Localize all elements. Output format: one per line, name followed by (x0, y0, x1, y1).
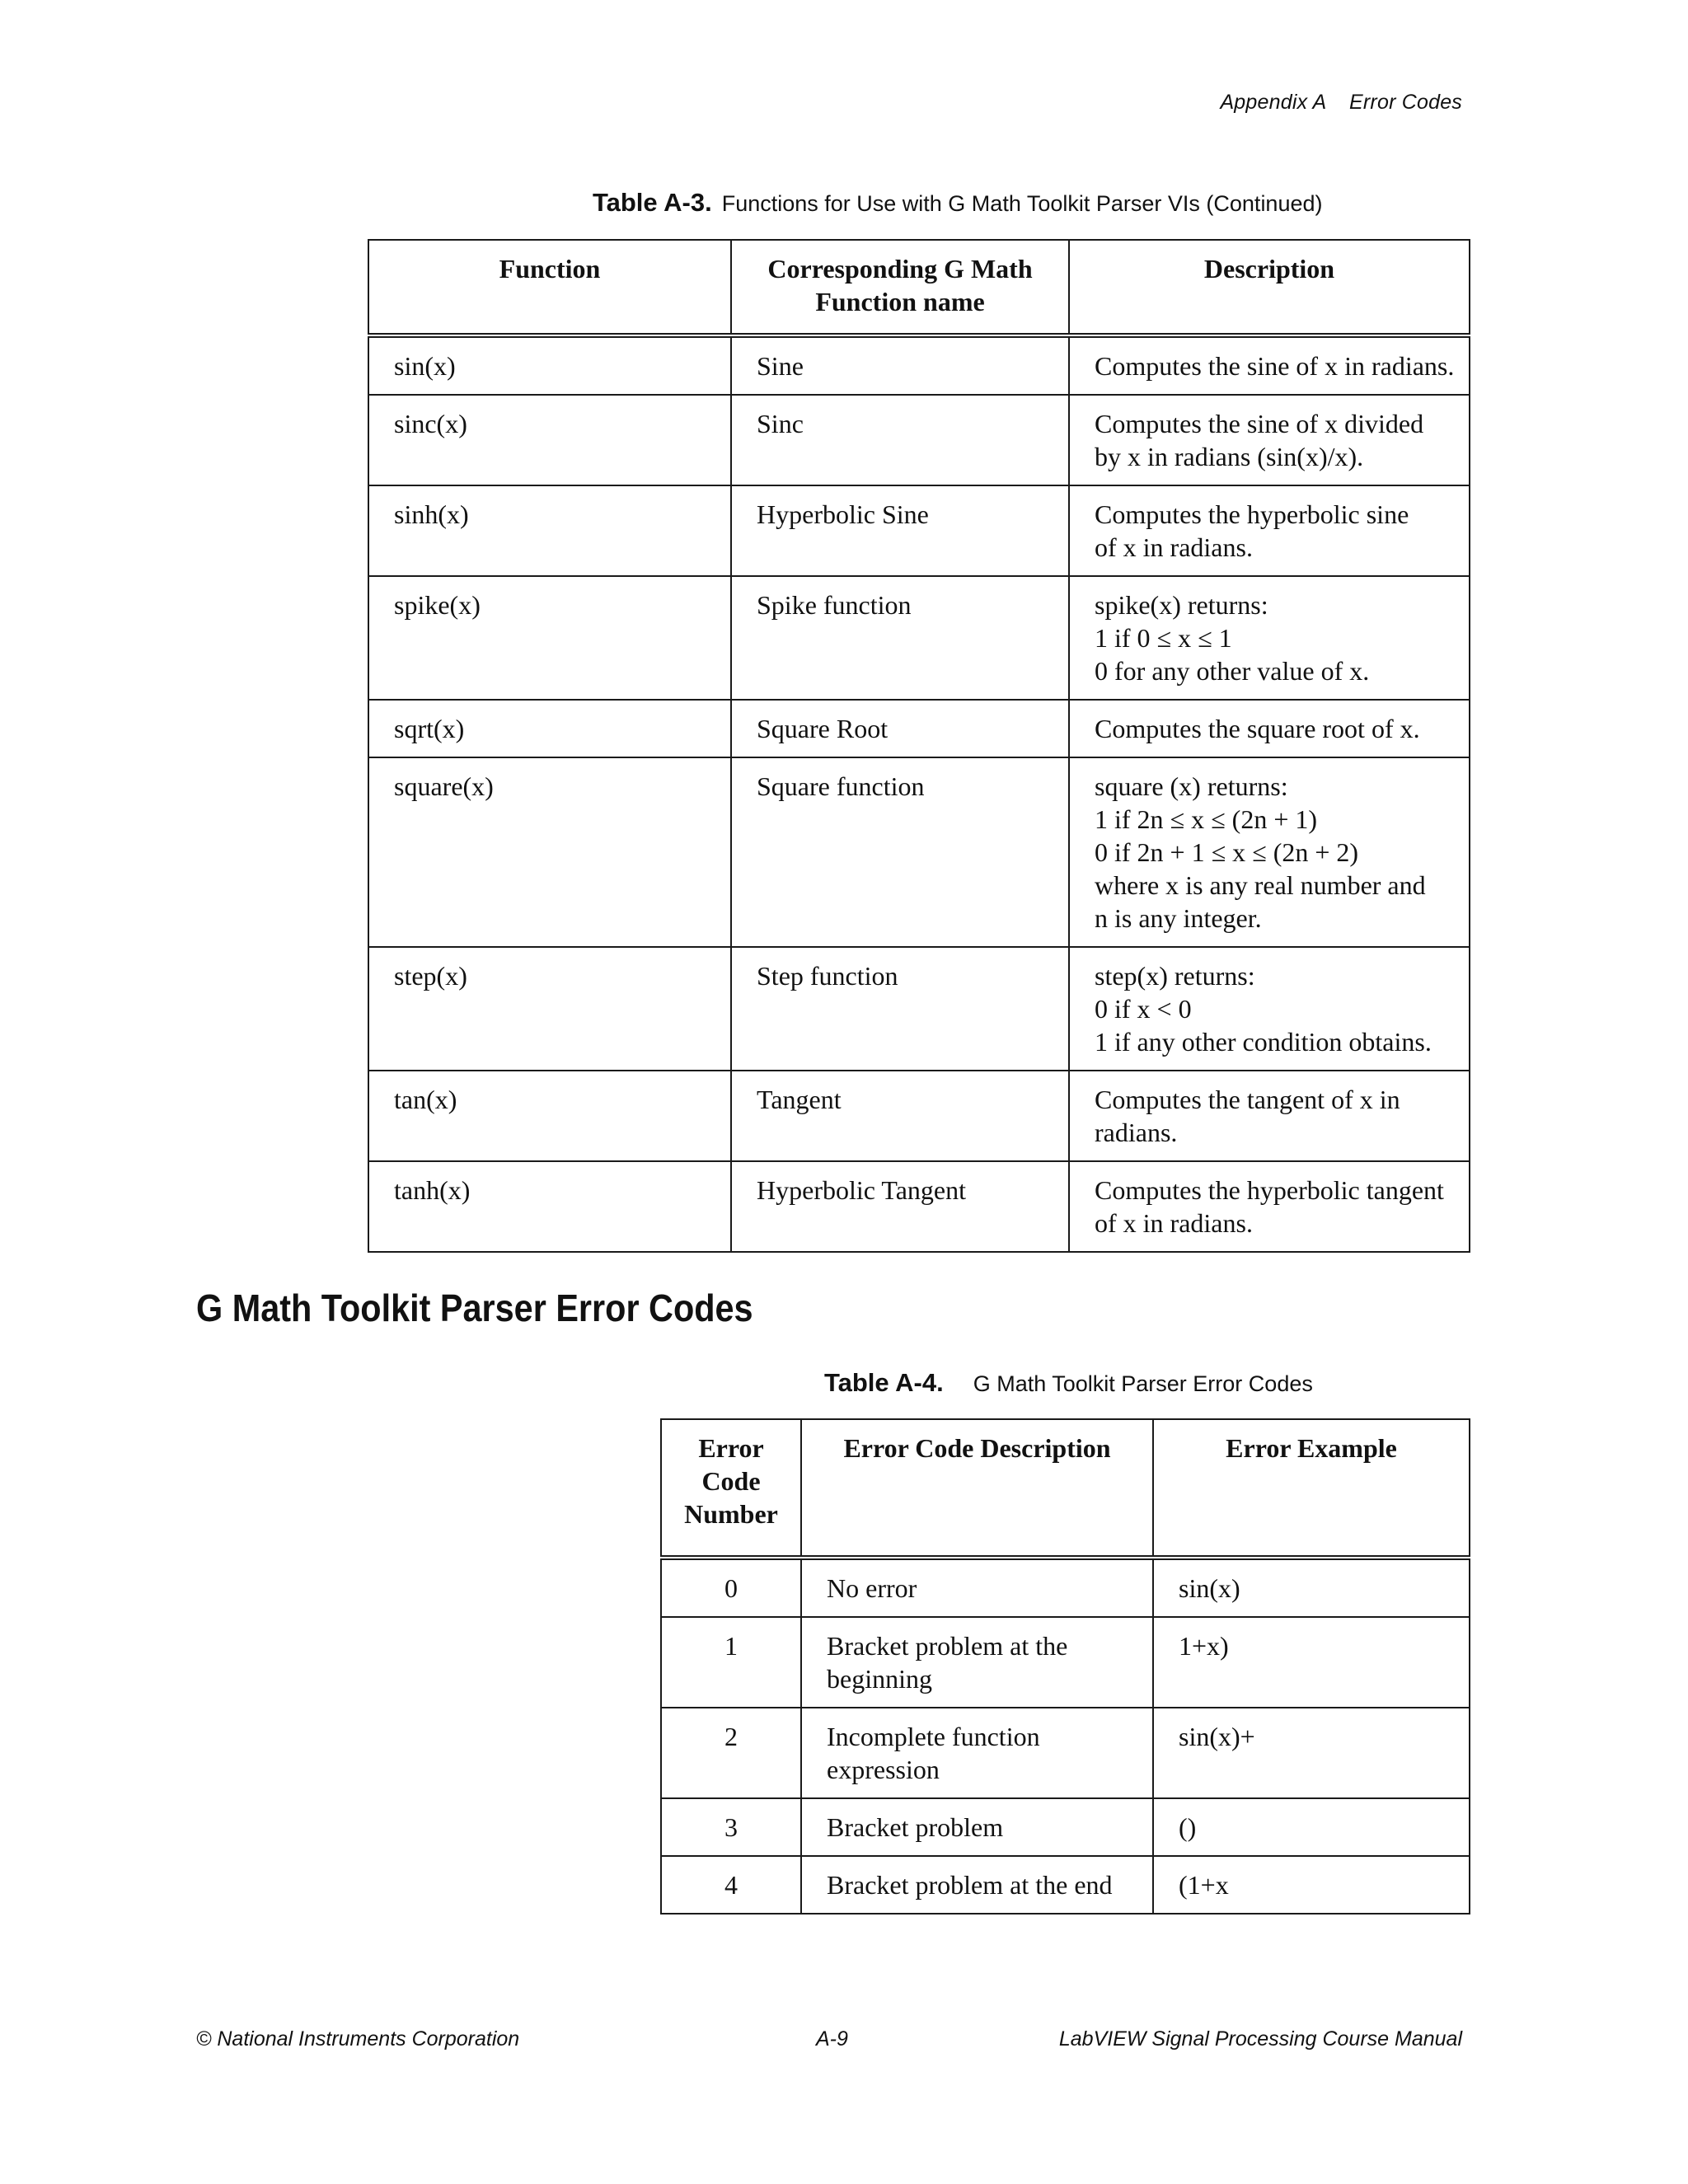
column-header-description: Description (1069, 240, 1470, 335)
description-cell (1069, 700, 1470, 757)
description-line: 1 if 2n ≤ x ≤ (2n + 1) (1095, 804, 1318, 834)
description-line: Computes the hyperbolic sine (1095, 499, 1409, 529)
table-header-row (368, 240, 1470, 335)
column-header-gmath-name: Corresponding G Math Function name (731, 240, 1069, 335)
table-a3-label: Table A-3. (593, 188, 712, 217)
table-a4-caption (824, 1368, 1313, 1398)
error-description-cell: No error (801, 1558, 1153, 1617)
gmath-name-cell: Sinc (731, 395, 1069, 485)
description-line: Computes the hyperbolic tangent (1095, 1175, 1444, 1205)
functions-table-body (368, 335, 1470, 1252)
section-heading: G Math Toolkit Parser Error Codes (196, 1286, 753, 1329)
error-codes-table (660, 1418, 1470, 1915)
error-code-cell: 4 (661, 1856, 801, 1914)
table-row (661, 1617, 1470, 1708)
table-a4-title: G Math Toolkit Parser Error Codes (973, 1371, 1313, 1396)
description-cell (1069, 576, 1470, 700)
description-line: Computes the tangent of x in (1095, 1085, 1400, 1114)
description-line: 0 if x < 0 (1095, 994, 1192, 1024)
table-row (368, 1161, 1470, 1252)
error-code-cell: 3 (661, 1798, 801, 1856)
description-cell (1069, 1161, 1470, 1252)
error-code-cell: 2 (661, 1708, 801, 1798)
function-cell: spike(x) (368, 576, 731, 700)
footer-copyright: © National Instruments Corporation (196, 2027, 520, 2050)
description-cell (1069, 395, 1470, 485)
table-row (661, 1798, 1470, 1856)
error-description-cell: Bracket problem at the beginning (801, 1617, 1153, 1708)
error-example-cell: sin(x) (1153, 1558, 1470, 1617)
function-cell: sqrt(x) (368, 700, 731, 757)
error-code-cell: 1 (661, 1617, 801, 1708)
error-description-cell: Bracket problem at the end (801, 1856, 1153, 1914)
description-line: where x is any real number and (1095, 870, 1426, 900)
description-line: radians. (1095, 1118, 1178, 1147)
description-cell (1069, 1071, 1470, 1161)
gmath-name-cell: Hyperbolic Sine (731, 485, 1069, 576)
description-line: square (x) returns: (1095, 771, 1288, 801)
description-cell (1069, 485, 1470, 576)
function-cell: tan(x) (368, 1071, 731, 1161)
table-header-row (661, 1419, 1470, 1558)
error-code-cell: 0 (661, 1558, 801, 1617)
description-line: 1 if any other condition obtains. (1095, 1027, 1432, 1057)
table-a3-title: Functions for Use with G Math Toolkit Parser VIs (Continued) (721, 191, 1323, 216)
description-line: by x in radians (sin(x)/x). (1095, 442, 1364, 471)
description-line: Computes the sine of x divided (1095, 409, 1424, 438)
table-row (368, 757, 1470, 947)
description-line: 0 for any other value of x. (1095, 656, 1370, 686)
function-cell: square(x) (368, 757, 731, 947)
error-description-cell: Bracket problem (801, 1798, 1153, 1856)
gmath-name-cell: Square function (731, 757, 1069, 947)
table-row (368, 395, 1470, 485)
footer-page-number: A-9 (816, 2027, 848, 2050)
description-line: 0 if 2n + 1 ≤ x ≤ (2n + 2) (1095, 837, 1359, 867)
footer-manual-title: LabVIEW Signal Processing Course Manual (1058, 2027, 1462, 2050)
gmath-name-cell: Spike function (731, 576, 1069, 700)
table-row (368, 576, 1470, 700)
error-codes-table-body (661, 1558, 1470, 1914)
function-cell: sinh(x) (368, 485, 731, 576)
description-line: Computes the square root of x. (1095, 714, 1420, 743)
running-header: Appendix A Error Codes (1220, 91, 1462, 114)
description-cell (1069, 947, 1470, 1071)
error-example-cell: 1+x) (1153, 1617, 1470, 1708)
column-header-error-description: Error Code Description (801, 1419, 1153, 1558)
description-line: of x in radians. (1095, 532, 1253, 562)
table-row (368, 1071, 1470, 1161)
gmath-name-cell: Tangent (731, 1071, 1069, 1161)
column-header-error-example: Error Example (1153, 1419, 1470, 1558)
description-line: n is any integer. (1095, 903, 1262, 933)
error-description-cell: Incomplete function expression (801, 1708, 1153, 1798)
gmath-name-cell: Sine (731, 335, 1069, 395)
error-example-cell: () (1153, 1798, 1470, 1856)
description-line: 1 if 0 ≤ x ≤ 1 (1095, 623, 1232, 653)
table-row (661, 1856, 1470, 1914)
function-cell: tanh(x) (368, 1161, 731, 1252)
functions-table (368, 239, 1470, 1253)
gmath-name-cell: Hyperbolic Tangent (731, 1161, 1069, 1252)
table-row (368, 485, 1470, 576)
function-cell: step(x) (368, 947, 731, 1071)
table-a4-label: Table A-4. (824, 1368, 944, 1397)
description-line: of x in radians. (1095, 1208, 1253, 1238)
description-cell (1069, 757, 1470, 947)
gmath-name-cell: Step function (731, 947, 1069, 1071)
gmath-name-cell: Square Root (731, 700, 1069, 757)
error-example-cell: (1+x (1153, 1856, 1470, 1914)
description-cell (1069, 335, 1470, 395)
table-row (661, 1558, 1470, 1617)
function-cell: sinc(x) (368, 395, 731, 485)
table-row (368, 947, 1470, 1071)
table-row (368, 700, 1470, 757)
description-line: step(x) returns: (1095, 961, 1255, 991)
description-line: spike(x) returns: (1095, 590, 1268, 620)
table-row (661, 1708, 1470, 1798)
table-a3-caption (593, 188, 1323, 218)
error-example-cell: sin(x)+ (1153, 1708, 1470, 1798)
function-cell: sin(x) (368, 335, 731, 395)
column-header-error-code-number: Error Code Number (661, 1419, 801, 1558)
description-line: Computes the sine of x in radians. (1095, 351, 1455, 381)
table-row (368, 335, 1470, 395)
column-header-function: Function (368, 240, 731, 335)
